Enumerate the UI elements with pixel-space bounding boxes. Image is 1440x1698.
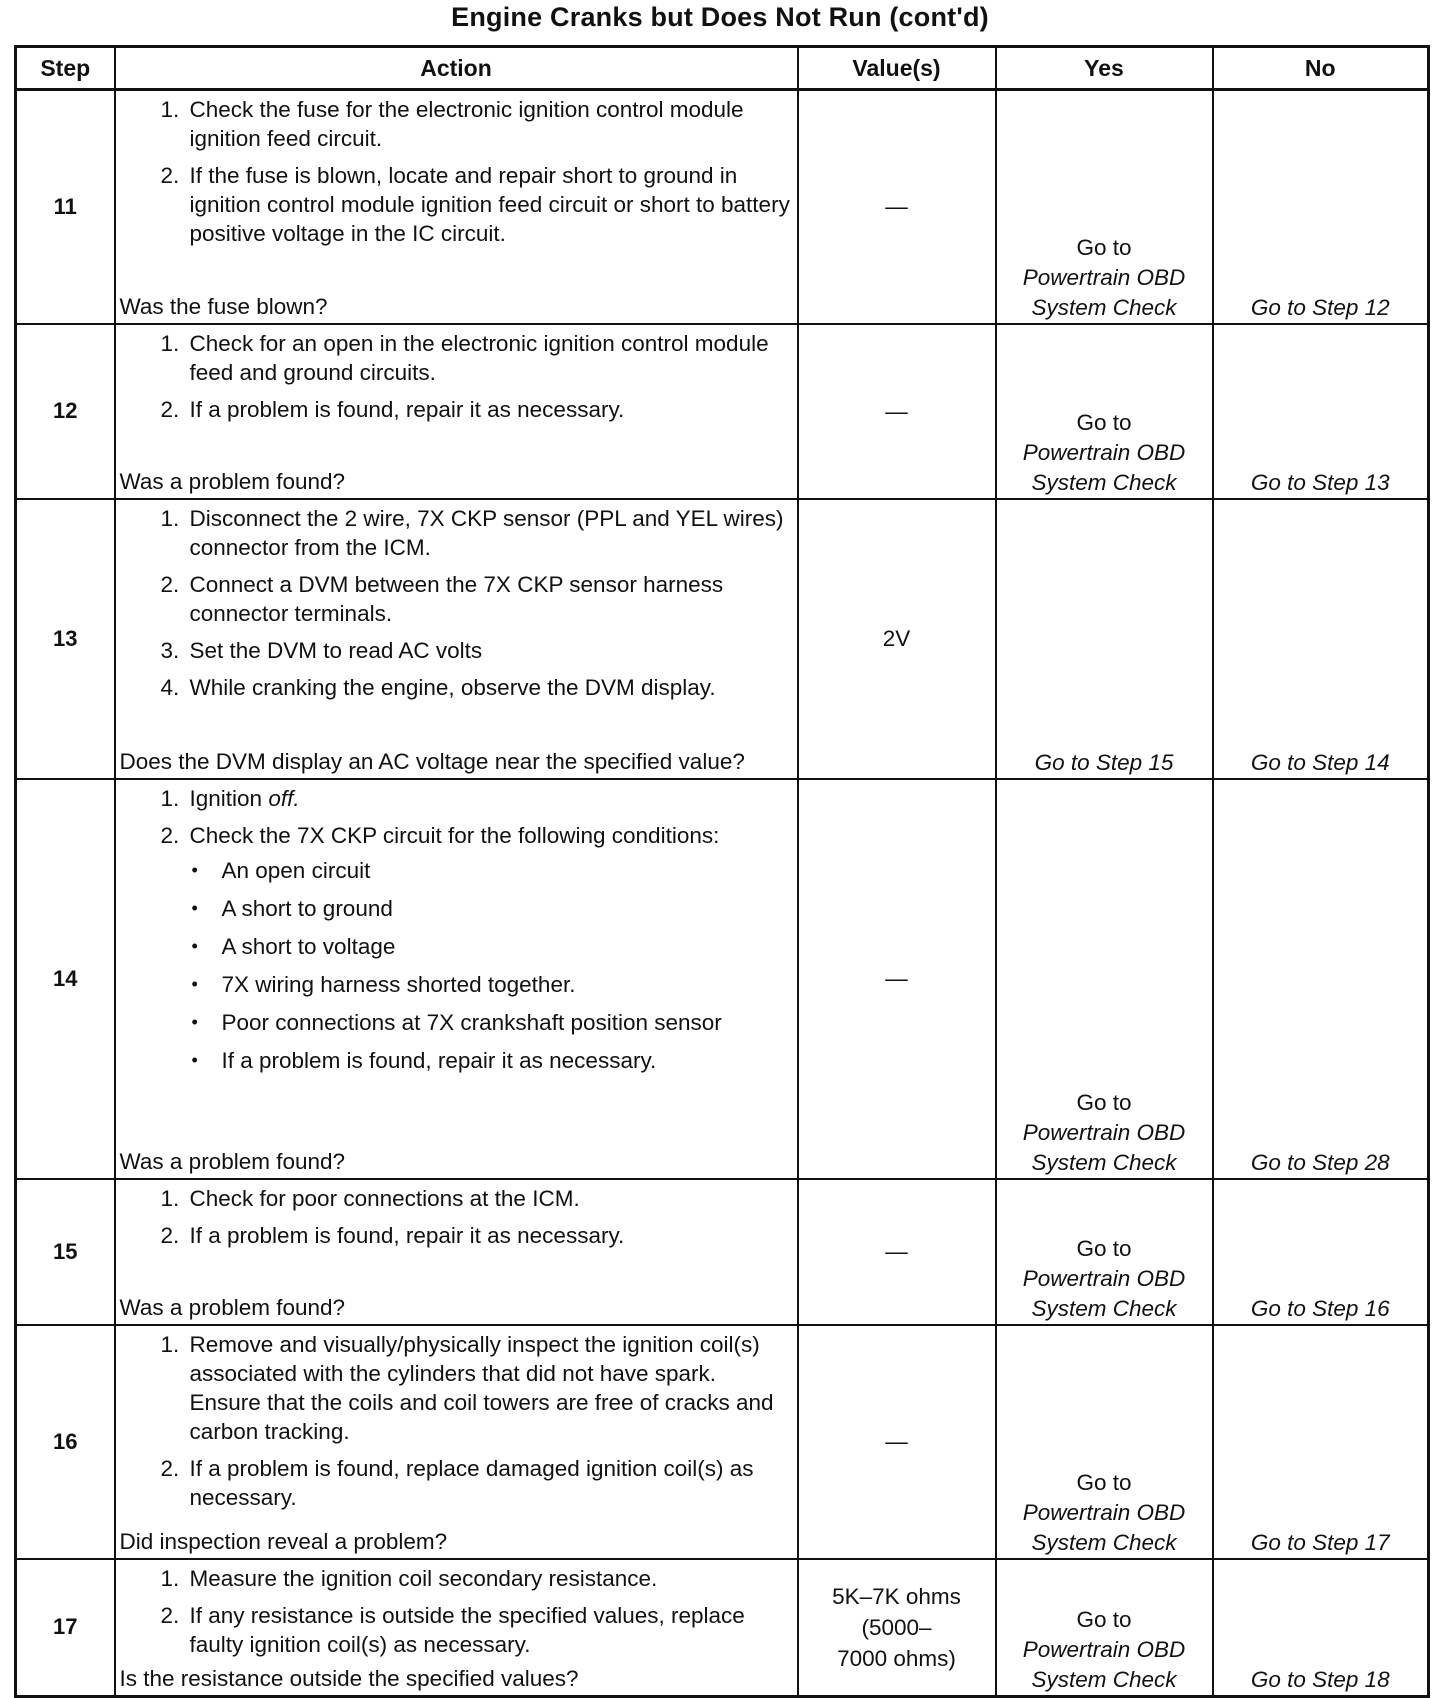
table-row-step-16 — [16, 1325, 1429, 1559]
action-item: 2. If a problem is found, repair it as necessary. — [186, 1221, 791, 1250]
action-item: 2. If a problem is found, replace damaged ignition coil(s) as necessary. — [186, 1454, 791, 1512]
yes-target: System Check — [1031, 1295, 1177, 1321]
condition-item: • Poor connections at 7X crankshaft position sensor — [222, 1008, 791, 1037]
value-line: (5000– — [861, 1614, 932, 1640]
no-cell — [1213, 1325, 1429, 1559]
action-cell — [115, 779, 798, 1179]
yes-cell — [996, 1559, 1213, 1697]
yes-target: Powertrain OBD — [1022, 1265, 1186, 1291]
yes-goto: Go to — [1076, 1469, 1132, 1495]
yes-target: System Check — [1031, 469, 1177, 495]
action-item: 1. Measure the ignition coil secondary resistance. — [186, 1564, 791, 1593]
yes-cell — [996, 324, 1213, 499]
action-cell — [115, 499, 798, 779]
value-cell: — — [798, 779, 996, 1179]
yes-goto: Go to — [1076, 1607, 1132, 1632]
action-item: 1. Remove and visually/physically inspect the ignition coil(s) associated with the cylinders that did not have spark. Ensure that the coils and coil towers are free of cracks and carbon tracking. — [186, 1330, 791, 1446]
no-cell — [1213, 499, 1429, 779]
table-row-step-15 — [16, 1179, 1429, 1325]
action-emphasis: off. — [268, 785, 300, 811]
no-cell — [1213, 324, 1429, 499]
header-row — [16, 47, 1429, 90]
action-list — [120, 1564, 791, 1659]
action-cell — [115, 324, 798, 499]
question: Does the DVM display an AC voltage near the specified value? — [119, 748, 745, 774]
action-list — [120, 784, 791, 1084]
header-action: Action — [115, 47, 798, 90]
yes-target: Powertrain OBD — [1022, 1499, 1186, 1525]
step-number: 17 — [16, 1559, 115, 1697]
yes-cell — [996, 779, 1213, 1179]
action-text: Check the 7X CKP circuit for the following conditions: — [189, 822, 720, 848]
table-row-step-17 — [16, 1559, 1429, 1697]
condition-item: • An open circuit — [222, 856, 791, 885]
value-cell — [798, 1559, 996, 1697]
yes-target: Powertrain OBD — [1022, 1637, 1186, 1662]
yes-goto: Go to — [1076, 1089, 1132, 1115]
yes-cell — [996, 90, 1213, 324]
yes-cell — [996, 1325, 1213, 1559]
action-list — [120, 95, 791, 256]
header-step: Step — [16, 47, 115, 90]
table-row-step-13 — [16, 499, 1429, 779]
action-item: 2. If the fuse is blown, locate and repair short to ground in ignition control module ignition feed circuit or short to battery positive voltage in the IC circuit. — [186, 161, 791, 248]
condition-item: • A short to voltage — [222, 932, 791, 961]
action-cell — [115, 90, 798, 324]
action-item: 1. Check the fuse for the electronic ignition control module ignition feed circuit. — [186, 95, 791, 153]
table-row-step-12 — [16, 324, 1429, 499]
step-number: 16 — [16, 1325, 115, 1559]
no-target: Go to Step 13 — [1250, 469, 1390, 495]
value-cell: 2V — [798, 499, 996, 779]
page-title: Engine Cranks but Does Not Run (cont'd) — [451, 2, 989, 32]
action-item: 1. Check for an open in the electronic ignition control module feed and ground circuits. — [186, 329, 791, 387]
yes-cell — [996, 499, 1213, 779]
action-text: Ignition — [189, 785, 269, 811]
question: Was a problem found? — [119, 1294, 346, 1320]
diagnostic-table — [14, 45, 1430, 1698]
table-row-step-11 — [16, 90, 1429, 324]
yes-target: System Check — [1031, 1529, 1177, 1555]
yes-target: System Check — [1031, 1149, 1177, 1175]
step-number: 11 — [16, 90, 115, 324]
no-cell — [1213, 1179, 1429, 1325]
condition-list — [190, 856, 791, 1075]
action-item: 4. While cranking the engine, observe the DVM display. — [186, 673, 791, 702]
no-cell — [1213, 779, 1429, 1179]
no-target: Go to Step 18 — [1250, 1667, 1390, 1692]
value-line: 7000 ohms) — [837, 1645, 956, 1671]
value-cell: — — [798, 324, 996, 499]
no-cell — [1213, 1559, 1429, 1697]
action-cell — [115, 1559, 798, 1697]
step-number: 13 — [16, 499, 115, 779]
table-row-step-14 — [16, 779, 1429, 1179]
yes-cell — [996, 1179, 1213, 1325]
action-item: 2. If a problem is found, repair it as necessary. — [186, 395, 791, 424]
yes-target: Powertrain OBD — [1022, 264, 1186, 290]
header-values: Value(s) — [798, 47, 996, 90]
action-cell — [115, 1179, 798, 1325]
yes-goto: Go to — [1076, 1235, 1132, 1261]
action-list — [120, 1184, 791, 1258]
value-line: 5K–7K ohms — [832, 1583, 961, 1609]
yes-target: System Check — [1031, 1667, 1177, 1692]
action-item: 1. Check for poor connections at the ICM. — [186, 1184, 791, 1213]
yes-goto: Go to — [1076, 409, 1132, 435]
action-item: 2. If any resistance is outside the specified values, replace faulty ignition coil(s) as necessary. — [186, 1601, 791, 1659]
value-cell: — — [798, 1325, 996, 1559]
action-cell — [115, 1325, 798, 1559]
value-cell: — — [798, 90, 996, 324]
action-item — [186, 821, 791, 1075]
yes-target: System Check — [1031, 294, 1177, 320]
yes-target: Go to Step 15 — [1034, 749, 1174, 775]
yes-goto: Go to — [1076, 234, 1132, 260]
no-target: Go to Step 16 — [1250, 1295, 1390, 1321]
action-item: 2. Connect a DVM between the 7X CKP sensor harness connector terminals. — [186, 570, 791, 628]
no-target: Go to Step 14 — [1250, 749, 1390, 775]
step-number: 15 — [16, 1179, 115, 1325]
action-list — [120, 329, 791, 432]
question: Did inspection reveal a problem? — [119, 1528, 448, 1554]
no-target: Go to Step 28 — [1250, 1149, 1390, 1175]
action-item — [186, 784, 791, 813]
action-list — [120, 504, 791, 702]
header-yes: Yes — [996, 47, 1213, 90]
action-item: 1. Disconnect the 2 wire, 7X CKP sensor (PPL and YEL wires) connector from the ICM. — [186, 504, 791, 562]
question: Is the resistance outside the specified values? — [119, 1666, 579, 1691]
question: Was the fuse blown? — [119, 293, 328, 319]
yes-target: Powertrain OBD — [1022, 1119, 1186, 1145]
header-no: No — [1213, 47, 1429, 90]
value-cell: — — [798, 1179, 996, 1325]
no-target: Go to Step 12 — [1250, 294, 1390, 320]
condition-item: • If a problem is found, repair it as necessary. — [222, 1046, 791, 1075]
condition-item: • A short to ground — [222, 894, 791, 923]
yes-target: Powertrain OBD — [1022, 439, 1186, 465]
condition-item: • 7X wiring harness shorted together. — [222, 970, 791, 999]
step-number: 12 — [16, 324, 115, 499]
action-item: 3. Set the DVM to read AC volts — [186, 636, 791, 665]
action-list — [120, 1330, 791, 1512]
no-cell — [1213, 90, 1429, 324]
question: Was a problem found? — [119, 468, 346, 494]
question: Was a problem found? — [119, 1148, 346, 1174]
no-target: Go to Step 17 — [1250, 1529, 1390, 1555]
step-number: 14 — [16, 779, 115, 1179]
